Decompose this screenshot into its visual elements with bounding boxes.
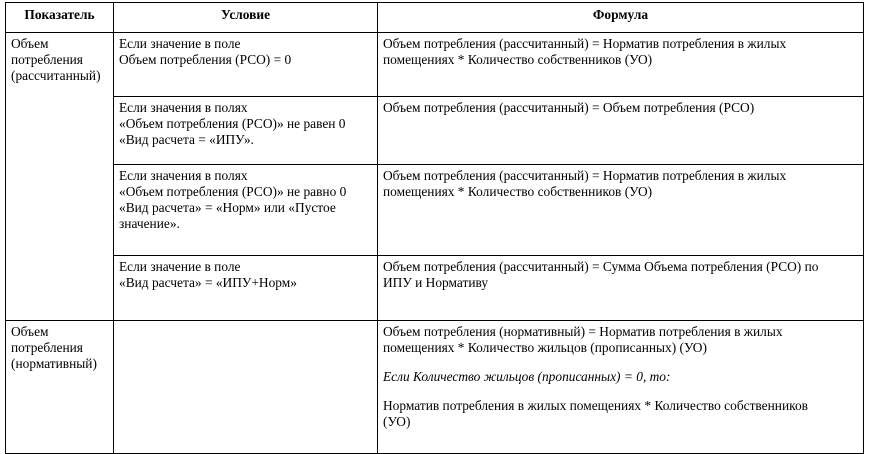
- formula-line: помещениях * Количество жильцов (прописанных) (УО): [383, 340, 707, 355]
- condition-cell: [114, 97, 378, 165]
- condition-line: Объем потребления (РСО) = 0: [119, 52, 292, 67]
- condition-line: Если значения в полях: [119, 168, 248, 183]
- formula-line: Объем потребления (рассчитанный) = Объем потребления (РСО): [383, 100, 755, 115]
- formula-line: Объем потребления (рассчитанный) = Норматив потребления в жилых: [383, 36, 787, 51]
- table-row: [6, 33, 864, 97]
- formula-cell: [378, 33, 864, 97]
- indicator-line: Объем: [11, 36, 49, 51]
- header-formula: Формула: [378, 3, 864, 33]
- indicator-line: (нормативный): [11, 356, 97, 371]
- spacer: [383, 356, 859, 369]
- indicator-line: (рассчитанный): [11, 68, 101, 83]
- condition-line: «Вид расчета = «ИПУ».: [119, 132, 254, 147]
- condition-line: «Объем потребления (РСО)» не равен 0: [119, 116, 346, 131]
- condition-cell: [114, 256, 378, 321]
- indicator-cell: [6, 33, 114, 321]
- table-row: [6, 165, 864, 256]
- condition-cell: [114, 33, 378, 97]
- formula-line: помещениях * Количество собственников (УО): [383, 184, 653, 199]
- formula-line: ИПУ и Нормативу: [383, 275, 489, 290]
- header-condition: Условие: [114, 3, 378, 33]
- indicator-line: потребления: [11, 52, 83, 67]
- indicator-line: Объем: [11, 324, 49, 339]
- spacer: [383, 385, 859, 398]
- indicator-cell: [6, 321, 114, 454]
- condition-line: значение».: [119, 216, 180, 231]
- condition-cell: [114, 165, 378, 256]
- header-indicator: Показатель: [6, 3, 114, 33]
- rules-table: [5, 2, 864, 454]
- formula-line: Объем потребления (рассчитанный) = Норматив потребления в жилых: [383, 168, 787, 183]
- formula-note: Если Количество жильцов (прописанных) = 0, то:: [383, 369, 671, 384]
- table-row: [6, 256, 864, 321]
- formula-line: помещениях * Количество собственников (УО): [383, 52, 653, 67]
- formula-cell: [378, 321, 864, 454]
- formula-line: Объем потребления (рассчитанный) = Сумма Объема потребления (РСО) по: [383, 259, 819, 274]
- formula-line: Норматив потребления в жилых помещениях * Количество собственников: [383, 398, 808, 413]
- condition-line: «Объем потребления (РСО)» не равно 0: [119, 184, 347, 199]
- condition-line: «Вид расчета» = «ИПУ+Норм»: [119, 275, 297, 290]
- condition-cell-empty: [114, 321, 378, 454]
- table-row: [6, 97, 864, 165]
- condition-line: «Вид расчета» = «Норм» или «Пустое: [119, 200, 336, 215]
- indicator-line: потребления: [11, 340, 83, 355]
- formula-cell: [378, 165, 864, 256]
- formula-line: (УО): [383, 414, 411, 429]
- condition-line: Если значение в поле: [119, 259, 241, 274]
- condition-line: Если значения в полях: [119, 100, 248, 115]
- formula-cell: [378, 97, 864, 165]
- formula-line: Объем потребления (нормативный) = Норматив потребления в жилых: [383, 324, 783, 339]
- condition-line: Если значение в поле: [119, 36, 241, 51]
- header-row: [6, 3, 864, 33]
- formula-cell: [378, 256, 864, 321]
- table-row: [6, 321, 864, 454]
